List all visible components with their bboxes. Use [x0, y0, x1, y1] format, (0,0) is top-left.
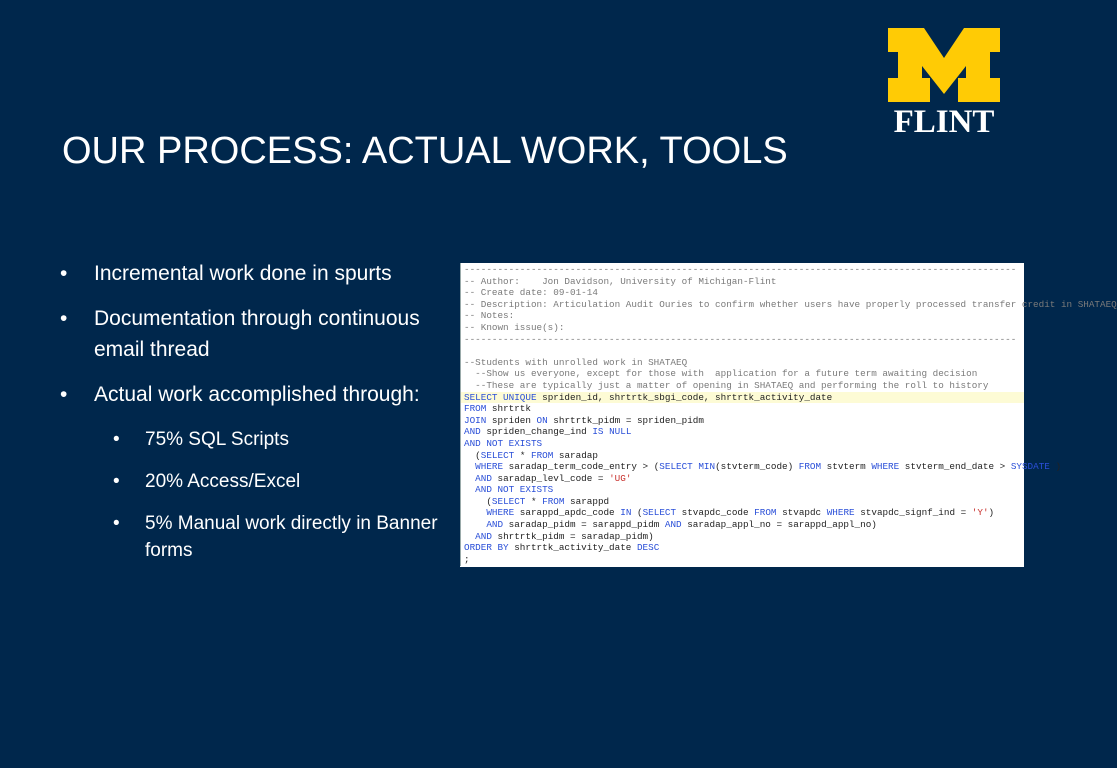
code-token: spriden: [491, 414, 537, 426]
code-line: [460, 264, 1024, 276]
code-token: SELECT: [491, 495, 531, 507]
code-line: [460, 507, 1024, 519]
code-token: AND NOT EXISTS: [464, 437, 543, 449]
code-line: [460, 426, 1024, 438]
code-token: AND: [464, 519, 509, 531]
code-token: shrtrtk_pidm = saradap_pidm): [497, 530, 654, 542]
code-token: -- Known issue(s):: [464, 321, 565, 333]
code-line: [460, 392, 1024, 404]
bullet-item: [60, 303, 450, 365]
bullet-icon: •: [60, 307, 68, 330]
code-token: saradap_levl_code =: [497, 472, 610, 484]
code-token: WHERE: [464, 507, 520, 519]
code-token: --Students with unrolled work in SHATAEQ: [464, 356, 688, 368]
code-token: saradap_pidm = sarappd_pidm: [508, 519, 665, 531]
code-token: FROM: [798, 461, 827, 473]
code-line: [460, 450, 1024, 462]
code-token: (stvterm_code): [715, 461, 799, 473]
code-token: sarappd: [570, 495, 610, 507]
code-token: SELECT: [480, 449, 520, 461]
code-token: FROM: [754, 507, 783, 519]
bullet-item: [60, 258, 450, 289]
block-m-icon: [886, 26, 1002, 106]
code-token: AND: [464, 530, 498, 542]
code-token: AND: [464, 472, 498, 484]
code-token: stvapdc_signf_ind =: [860, 507, 972, 519]
code-token: -- Create date: 09-01-14: [464, 287, 598, 299]
code-token: -- Description: Articulation Audit Ouries to confirm whether users have properly processed transfer credit in SHATAEQ: [464, 298, 1117, 310]
um-flint-logo: [886, 26, 1002, 142]
bullet-icon: •: [60, 262, 68, 285]
code-line: [460, 357, 1024, 369]
code-line: [460, 415, 1024, 427]
code-token: ---------------------------------------------------------------------------------------------------: [464, 264, 1017, 275]
code-line: [460, 484, 1024, 496]
code-line: [460, 461, 1062, 473]
code-token: stvterm_end_date >: [904, 461, 1011, 473]
code-token: ON: [536, 414, 554, 426]
code-line: [460, 496, 1024, 508]
sub-bullet-text: 5% Manual work directly in Banner forms: [145, 513, 438, 561]
code-line: [460, 298, 1117, 311]
code-token: stvapdc_code: [681, 507, 755, 519]
code-token: saradap: [558, 449, 598, 461]
code-token: 'Y': [971, 507, 989, 519]
code-token: SYSDATE: [1010, 461, 1050, 473]
code-token: saradap_term_code_entry > (: [508, 461, 660, 473]
code-token: --These are typically just a matter of opening in SHATAEQ and performing the roll to history: [464, 379, 989, 391]
code-token: *: [530, 495, 543, 507]
code-token: (: [464, 495, 492, 507]
code-token: SELECT: [642, 507, 682, 519]
sub-bullet-item: [94, 468, 450, 495]
code-token: --Show us everyone, except for those with application for a future term awaiting decision: [464, 368, 978, 380]
code-line: [460, 345, 1024, 357]
code-token: FROM: [530, 449, 559, 461]
code-line: [460, 438, 1024, 450]
code-line: [460, 276, 1024, 288]
code-token: sarappd_apdc_code: [519, 507, 621, 519]
code-token: WHERE: [826, 507, 861, 519]
code-token: -- Author: Jon Davidson, University of Michigan-Flint: [464, 275, 777, 287]
code-token: JOIN: [464, 414, 492, 426]
code-token: -- Notes:: [464, 310, 515, 322]
code-token: ): [1049, 461, 1062, 473]
code-line: [460, 322, 1024, 334]
code-line: [460, 531, 1024, 543]
code-line: [460, 519, 1024, 531]
sub-bullet-item: [94, 510, 450, 564]
bullet-list: [60, 258, 450, 579]
code-token: WHERE: [464, 461, 509, 473]
code-token: DESC: [636, 542, 660, 554]
code-token: SELECT UNIQUE: [464, 391, 543, 403]
code-token: SELECT MIN: [659, 461, 716, 473]
code-token: spriden_id, shrtrtk_sbgi_code, shrtrtk_activity_date: [542, 391, 833, 403]
sub-bullet-item: [94, 426, 450, 453]
code-line: [460, 334, 1024, 346]
code-token: ORDER BY: [464, 542, 515, 554]
code-line: [460, 542, 1024, 554]
bullet-item: [60, 379, 450, 564]
bullet-icon: •: [113, 429, 120, 450]
code-token: ;: [464, 553, 470, 565]
code-token: shrtrtk_activity_date: [514, 542, 637, 554]
code-token: ): [988, 507, 995, 519]
code-line: [460, 473, 1024, 485]
code-line: [460, 368, 1024, 380]
logo-wordmark: FLINT: [893, 104, 995, 140]
bullet-text: Incremental work done in spurts: [94, 262, 392, 285]
sub-bullet-list: [94, 426, 450, 564]
bullet-icon: •: [113, 513, 120, 534]
code-token: saradap_appl_no = sarappd_appl_no): [687, 519, 877, 531]
code-token: WHERE: [871, 461, 905, 473]
bullet-text: Actual work accomplished through:: [94, 383, 420, 406]
code-token: 'UG': [609, 472, 632, 484]
code-token: spriden_change_ind: [486, 426, 593, 438]
bullet-text: Documentation through continuous email thread: [94, 307, 420, 361]
code-token: shrtrtk: [491, 403, 531, 415]
code-token: stvapdc: [782, 507, 827, 519]
code-token: *: [519, 449, 531, 461]
bullet-icon: •: [113, 471, 120, 492]
code-token: stvterm: [826, 461, 872, 473]
code-token: AND: [664, 519, 688, 531]
code-token: (: [464, 449, 481, 461]
slide-title: OUR PROCESS: ACTUAL WORK, TOOLS: [62, 130, 788, 172]
code-line: [460, 380, 1024, 392]
code-line: [460, 287, 1024, 299]
code-token: FROM: [464, 403, 492, 415]
code-line: [460, 403, 1024, 415]
code-line: [460, 554, 1024, 566]
code-token: AND NOT EXISTS: [464, 484, 554, 496]
sub-bullet-text: 20% Access/Excel: [145, 471, 301, 492]
code-token: (: [636, 507, 643, 519]
code-token: IS NULL: [592, 426, 632, 438]
editor-gutter-line: [460, 263, 461, 566]
bullet-icon: •: [60, 383, 68, 406]
code-token: AND: [464, 426, 487, 438]
code-token: IN: [620, 507, 637, 519]
code-token: shrtrtk_pidm = spriden_pidm: [553, 414, 704, 426]
code-line: [460, 310, 1024, 322]
sql-code-screenshot: [460, 263, 1117, 567]
code-token: FROM: [542, 495, 571, 507]
sub-bullet-text: 75% SQL Scripts: [145, 429, 289, 450]
code-token: ---------------------------------------------------------------------------------------------------: [464, 333, 1017, 345]
